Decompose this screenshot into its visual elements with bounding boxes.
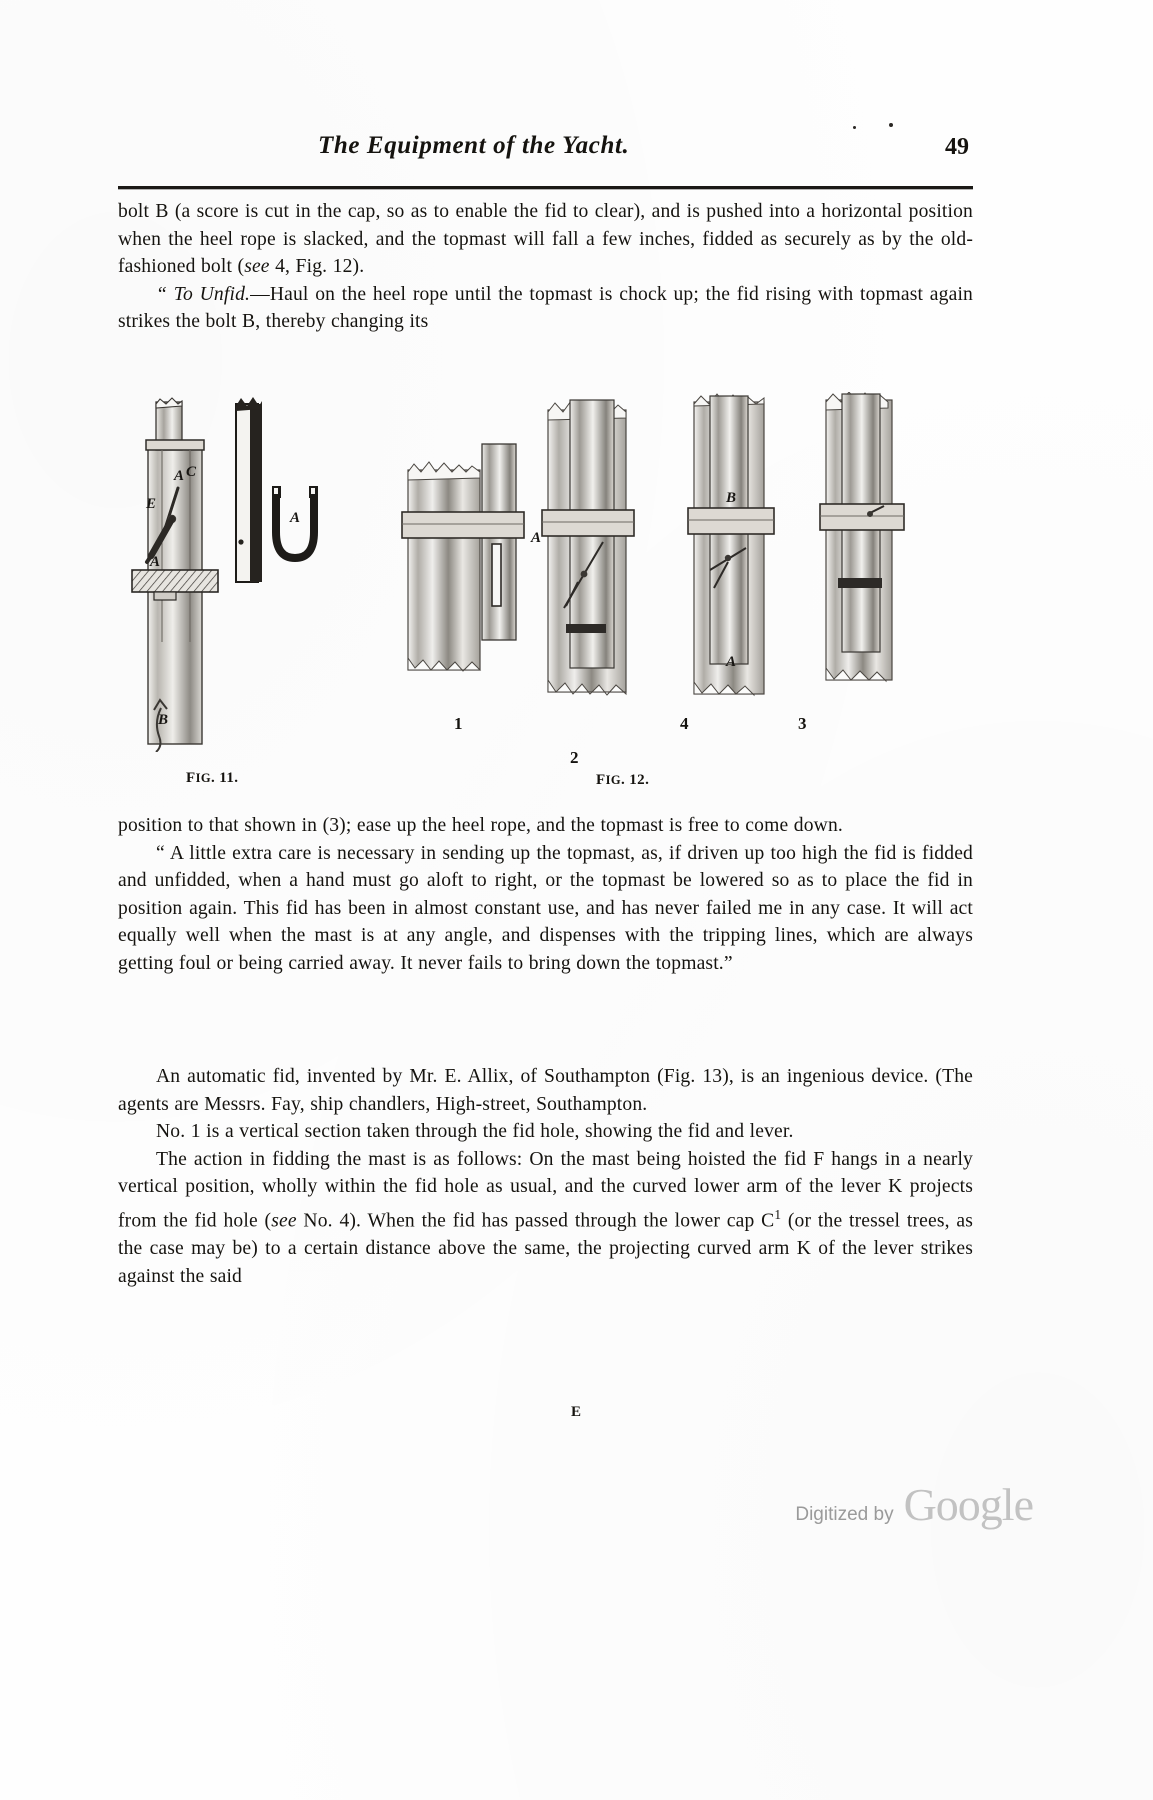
fig11-label-e: E [146, 496, 157, 512]
fig11-label-b: B [158, 712, 169, 728]
google-watermark [795, 1478, 1033, 1538]
figure-group [118, 392, 973, 792]
paragraph-4: “ A little extra care is necessary in sending up the topmast, as, if driven up too high the fid is fidded and unfidded, when a hand must go aloft to right, or the topmast be lowered so as to place the fid in position again. This fid has been in almost constant use, and has never failed me in any case. It will act equally well when the mast is at any angle, and dispenses with the tripping lines, which are always getting foul or being carried away. It never fails to bring down the topmast.” [118, 842, 973, 974]
paragraph-1-italic: see [244, 256, 270, 278]
fig12-caption-cap: F [596, 772, 606, 788]
fig12-number-4: 4 [680, 714, 689, 733]
paragraph-3: position to that shown in (3); ease up the heel rope, and the topmast is free to come down. [118, 815, 843, 836]
text-block-top [118, 198, 973, 336]
paragraph-7 [118, 1146, 973, 1291]
fig11-label-a-top: A [174, 468, 185, 484]
fig11-label-a-lower: A [150, 554, 161, 570]
fig12-caption-smallcaps: IG [605, 773, 621, 787]
fig12-label-a-2: A [726, 654, 737, 670]
watermark-digitized-by: Digitized by [795, 1504, 894, 1525]
paragraph-1-text: bolt B (a score is cut in the cap, so as to enable the fid to clear), and is pushed into a horizontal position when the heel rope is slacked, and the topmast will fall a few inches, fidded as securely as by the old-fashioned bolt ( [118, 201, 973, 278]
signature-mark: E [570, 1404, 582, 1420]
fig12-caption-number: . 12. [620, 772, 650, 788]
text-block-bottom [118, 1063, 973, 1290]
paragraph-5: An automatic fid, invented by Mr. E. Allix, of Southampton (Fig. 13), is an ingenious device. (The agents are Messrs. Fay, ship chandlers, High-street, Southampton. [118, 1066, 973, 1115]
paragraph-7-a: The action in fidding the mast is as follows: On the mast being hoisted the fid F hangs in a nearly vertical position, wholly within the fid hole as usual, and the curved lower arm of the lever K projects from the fid hole ( [118, 1148, 973, 1232]
figure-11-caption [186, 770, 238, 787]
text-block-middle [118, 812, 973, 978]
fig11-label-a-fid: A [290, 510, 301, 526]
fig12-label-b: B [726, 490, 737, 506]
fig11-caption-smallcaps: IG [195, 771, 211, 785]
running-head [118, 128, 973, 190]
paragraph-1-tail: 4, Fig. 12). [269, 256, 365, 278]
page-number: 49 [945, 134, 969, 160]
paragraph-2-text: —Haul on the heel rope until the topmast is chock up; the fid rising with topmast again strikes the bolt B, thereby changing its [118, 283, 973, 333]
fig11-caption-number: . 11. [210, 770, 239, 786]
paragraph-6: No. 1 is a vertical section taken through the fid hole, showing the fid and lever. [156, 1121, 794, 1143]
figure-12-caption [596, 772, 649, 789]
paragraph-2 [118, 281, 973, 336]
fig12-label-a-1: A [531, 530, 542, 546]
scan-specks [853, 120, 913, 134]
fig12-number-2: 2 [570, 748, 579, 767]
paragraph-1 [118, 198, 973, 281]
figure-captions [118, 770, 973, 798]
paragraph-7-c: (or the tressel trees, as the case may be) to a certain distance above the same, the projecting curved arm K of the lever strikes against the said [118, 1210, 973, 1287]
figure-11-illustration [118, 392, 318, 752]
fig12-number-3: 3 [798, 714, 807, 733]
figure-12-illustration [398, 392, 978, 752]
fig11-caption-cap: F [186, 770, 196, 786]
watermark-google-logo: Google [903, 1479, 1033, 1530]
fig11-label-c: C [186, 464, 197, 480]
paragraph-7-superscript: 1 [774, 1206, 782, 1222]
page-title: The Equipment of the Yacht. [318, 132, 630, 159]
paragraph-2-italic: “ To Unfid. [156, 283, 251, 305]
paragraph-7-b: No. 4). When the fid has passed through the lower cap C [296, 1210, 775, 1232]
paragraph-7-italic: see [271, 1210, 297, 1232]
header-rule [118, 186, 973, 189]
fig12-number-1: 1 [454, 714, 463, 733]
